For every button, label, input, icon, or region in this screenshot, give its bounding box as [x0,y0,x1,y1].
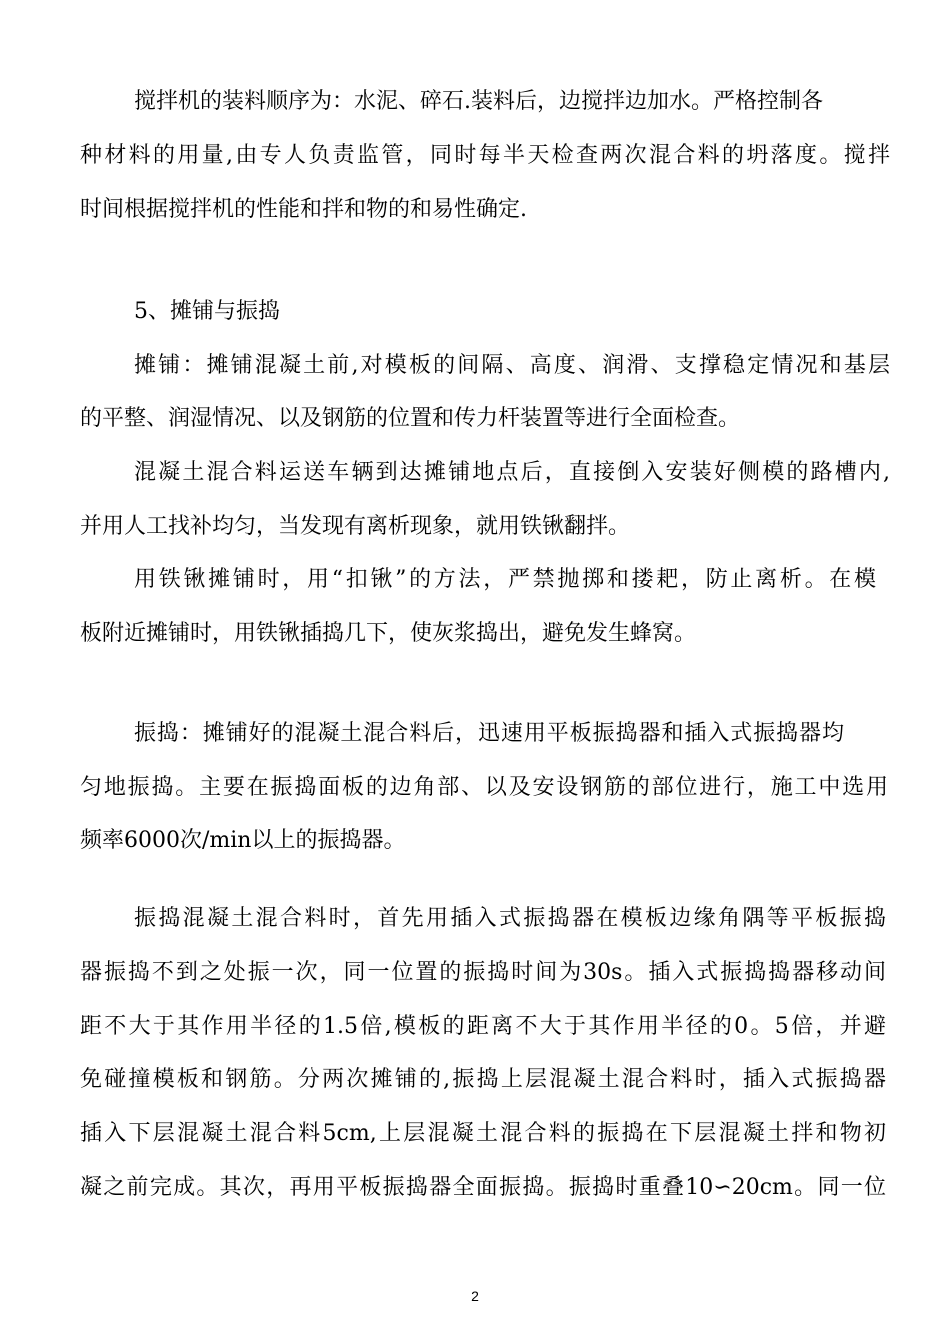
paragraph-transport-line-1: 混凝土混合料运送车辆到达摊铺地点后，直接倒入安装好侧模的路槽内, [134,460,890,485]
paragraph-vibrating-line-2: 匀地振捣。主要在振捣面板的边角部、以及安设钢筋的部位进行，施工中选用 [80,775,888,800]
paragraph-shovel-line-1: 用铁锹摊铺时，用“扣锹”的方法，严禁抛掷和搂耙，防止离析。在模 [134,567,876,592]
paragraph-detail-line-3: 距不大于其作用半径的1.5倍,模板的距离不大于其作用半径的0。5倍，并避 [80,1014,886,1039]
section-heading: 5、摊铺与振捣 [134,299,280,324]
paragraph-mixing-line-2: 种材料的用量,由专人负责监管，同时每半天检查两次混合料的坍落度。搅拌 [80,143,890,168]
paragraph-shovel-line-2: 板附近摊铺时，用铁锹插捣几下，使灰浆捣出，避免发生蜂窝。 [80,621,697,646]
paragraph-transport-line-2: 并用人工找补均匀，当发现有离析现象，就用铁锹翻拌。 [80,514,631,539]
paragraph-vibrating-line-1: 振捣：摊铺好的混凝土混合料后，迅速用平板振捣器和插入式振捣器均 [134,721,844,746]
page-number: 2 [471,1288,479,1304]
paragraph-detail-line-4: 免碰撞模板和钢筋。分两次摊铺的,振捣上层混凝土混合料时，插入式振捣器 [80,1067,886,1092]
paragraph-paving-line-2: 的平整、润湿情况、以及钢筋的位置和传力杆装置等进行全面检查。 [80,406,741,431]
paragraph-detail-line-6: 凝之前完成。其次，再用平板振捣器全面振捣。振捣时重叠10∽20cm。同一位 [80,1175,886,1200]
paragraph-detail-line-2: 器振捣不到之处振一次，同一位置的振捣时间为30s。插入式振捣捣器移动间 [80,960,886,985]
paragraph-vibrating-line-3: 频率6000次/min以上的振捣器。 [80,828,406,853]
paragraph-mixing-line-3: 时间根据搅拌机的性能和拌和物的和易性确定. [80,197,527,222]
paragraph-detail-line-5: 插入下层混凝土混合料5cm,上层混凝土混合料的振捣在下层混凝土拌和物初 [80,1121,886,1146]
paragraph-paving-line-1: 摊铺：摊铺混凝土前,对模板的间隔、高度、润滑、支撑稳定情况和基层 [134,353,890,378]
paragraph-detail-line-1: 振捣混凝土混合料时，首先用插入式振捣器在模板边缘角隅等平板振捣 [134,906,886,931]
paragraph-mixing-line-1: 搅拌机的装料顺序为：水泥、碎石.装料后，边搅拌边加水。严格控制各 [134,89,823,114]
